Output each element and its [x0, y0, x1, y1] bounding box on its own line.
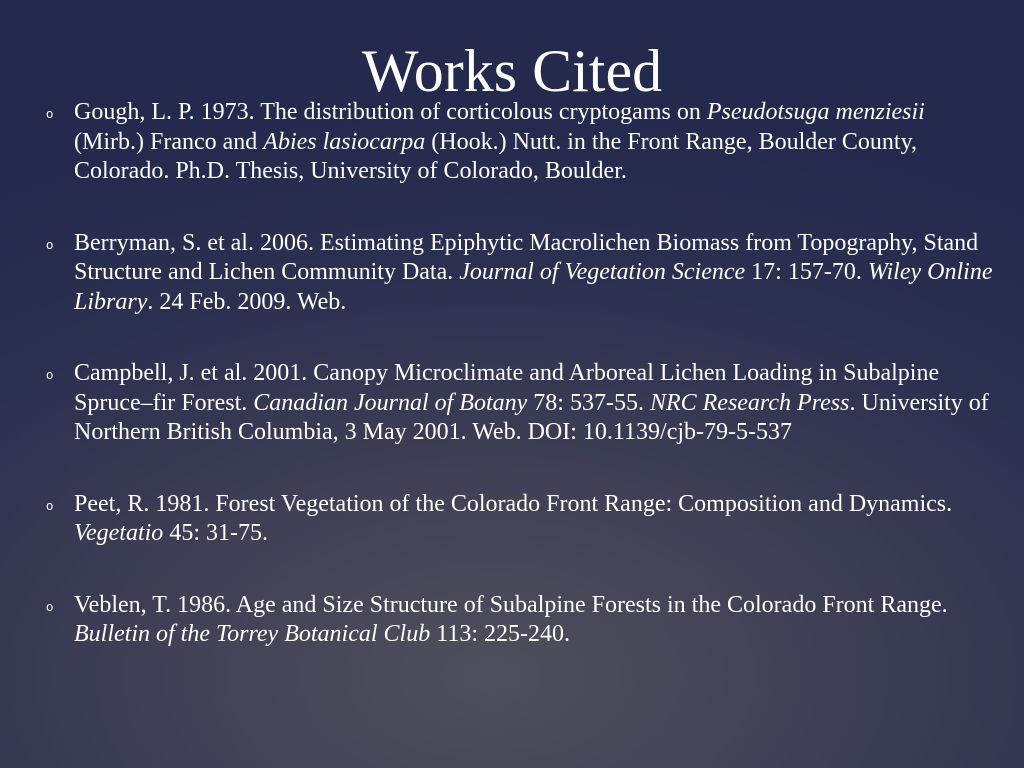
reference-item: [40, 229, 1000, 318]
bullet-icon: o: [46, 498, 54, 513]
reference-text: 45: 31-75.: [163, 520, 268, 546]
reference-text: . University of Northern British Columbia, 3 May 2001. Web. DOI: 10.1139/cjb-79-5-537: [74, 389, 989, 445]
reference-item: [40, 591, 1000, 650]
reference-text: 113: 225-240.: [430, 621, 570, 647]
reference-text: Peet, R. 1981. Forest Vegetation of the Colorado Front Range: Composition and Dynamics.: [74, 490, 953, 517]
bullet-icon: o: [46, 107, 54, 121]
reference-text: . 24 Feb. 2009. Web.: [147, 288, 347, 315]
reference-text: (Mirb.) Franco and: [74, 128, 264, 155]
reference-italic-text: Journal of Vegetation Science: [459, 259, 746, 285]
reference-italic-text: Canadian Journal of Botany: [253, 389, 528, 416]
reference-italic-text: Pseudotsuga menziesii: [706, 99, 925, 125]
reference-italic-text: Bulletin of the Torrey Botanical Club: [74, 621, 431, 647]
reference-italic-text: Wiley Online Library: [74, 259, 993, 315]
reference-list: [40, 98, 1000, 692]
reference-text: Veblen, T. 1986. Age and Size Structure of Subalpine Forests in the Colorado Front Range.: [74, 591, 948, 618]
reference-text: Gough, L. P. 1973. The distribution of corticolous cryptogams on: [74, 99, 707, 125]
reference-italic-text: NRC Research Press: [649, 389, 850, 416]
reference-italic-text: Vegetatio: [74, 520, 164, 546]
reference-item: [40, 490, 1000, 549]
bullet-icon: o: [46, 599, 54, 614]
reference-text: Berryman, S. et al. 2006. Estimating Epiphytic Macrolichen Biomass from Topography, Stand Structure and Lichen Community Data.: [74, 229, 979, 285]
slide-title: Works Cited: [361, 38, 663, 104]
reference-text: (Hook.) Nutt. in the Front Range, Boulder County, Colorado. Ph.D. Thesis, University of Colorado, Boulder.: [74, 128, 918, 184]
reference-text: 17: 157-70.: [745, 259, 868, 285]
reference-item: [40, 98, 1000, 187]
reference-item: [40, 359, 1000, 448]
bullet-icon: o: [46, 237, 54, 252]
reference-text: Campbell, J. et al. 2001. Canopy Microclimate and Arboreal Lichen Loading in Subalpine Spruce–fir Forest.: [74, 360, 940, 416]
reference-text: 78: 537-55.: [527, 389, 650, 416]
bullet-icon: o: [46, 368, 54, 382]
reference-italic-text: Abies lasiocarpa: [263, 128, 426, 155]
